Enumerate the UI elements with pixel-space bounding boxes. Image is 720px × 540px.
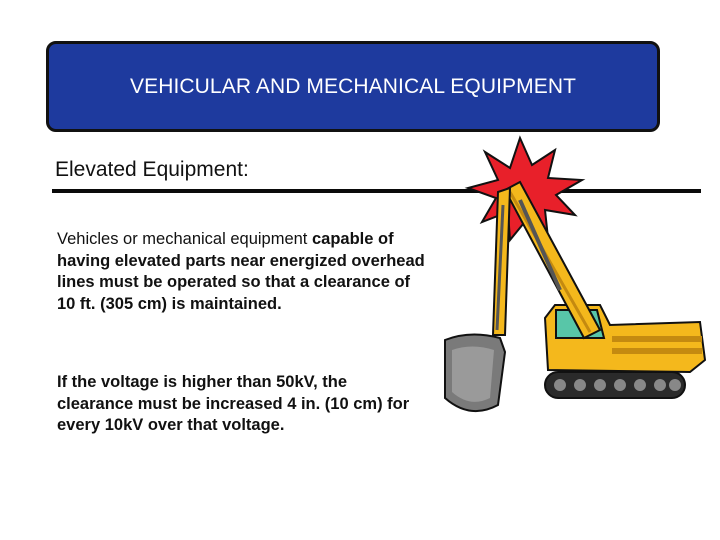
slide-subtitle: Elevated Equipment: — [55, 158, 249, 181]
excavator-icon — [425, 125, 720, 435]
paragraph-voltage: If the voltage is higher than 50kV, the clearance must be increased 4 in. (10 cm) for every 10kV over that voltage. — [57, 373, 410, 434]
paragraph-clearance-rest: capable of having elevated parts near energized overhead lines must be operated so that a clearance of 10 ft. (305 cm) is maintained. — [57, 230, 425, 313]
title-box — [46, 41, 660, 132]
slide-title: VEHICULAR AND MECHANICAL EQUIPMENT — [129, 74, 577, 98]
paragraph-clearance-line1: Vehicles or mechanical equipment — [57, 230, 308, 248]
paragraph-clearance — [57, 229, 427, 315]
